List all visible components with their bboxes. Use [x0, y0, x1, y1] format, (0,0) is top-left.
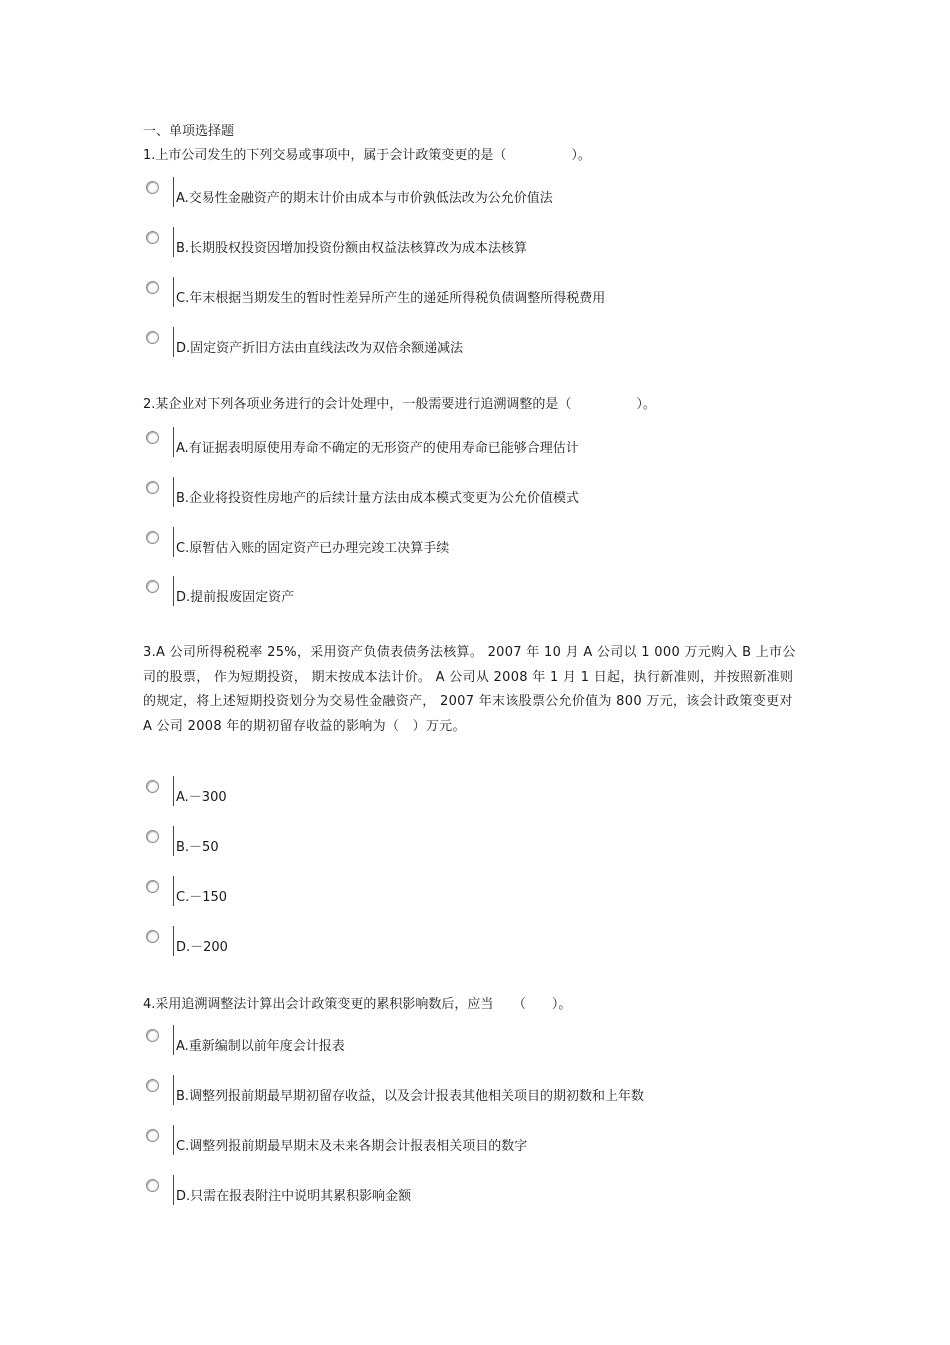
radio-button-icon[interactable] [146, 780, 159, 793]
radio-button-icon[interactable] [146, 1079, 159, 1092]
option-label: B.－50 [176, 840, 219, 855]
divider [173, 1125, 174, 1155]
question-3 [143, 641, 805, 739]
radio-button-icon[interactable] [146, 880, 159, 893]
divider [173, 277, 174, 307]
option-2c[interactable] [146, 527, 786, 561]
radio-button-icon[interactable] [146, 331, 159, 344]
divider [173, 427, 174, 457]
option-2d[interactable] [146, 576, 786, 610]
divider [173, 826, 174, 856]
radio-button-icon[interactable] [146, 830, 159, 843]
option-1b[interactable] [146, 227, 786, 261]
radio-button-icon[interactable] [146, 531, 159, 544]
option-2b[interactable] [146, 477, 786, 511]
question-2 [143, 395, 805, 414]
radio-button-icon[interactable] [146, 1129, 159, 1142]
radio-button-icon[interactable] [146, 181, 159, 194]
section-title: 一、单项选择题 [143, 124, 235, 139]
option-label: A.－300 [176, 790, 227, 805]
divider [173, 926, 174, 956]
radio-button-icon[interactable] [146, 431, 159, 444]
option-4d[interactable] [146, 1175, 786, 1209]
option-3a[interactable] [146, 776, 786, 810]
option-1d[interactable] [146, 327, 786, 361]
option-label: B.长期股权投资因增加投资份额由权益法核算改为成本法核算 [176, 241, 528, 256]
option-4b[interactable] [146, 1075, 786, 1109]
divider [173, 477, 174, 507]
divider [173, 527, 174, 557]
option-label: C.年末根据当期发生的暂时性差异所产生的递延所得税负债调整所得税费用 [176, 291, 606, 306]
divider [173, 576, 174, 606]
divider [173, 227, 174, 257]
divider [173, 776, 174, 806]
option-label: C.－150 [176, 890, 228, 905]
option-3b[interactable] [146, 826, 786, 860]
radio-button-icon[interactable] [146, 231, 159, 244]
radio-button-icon[interactable] [146, 481, 159, 494]
option-label: A.重新编制以前年度会计报表 [176, 1039, 345, 1054]
option-1a[interactable] [146, 177, 786, 211]
question-text: 4.采用追溯调整法计算出会计政策变更的累积影响数后，应当 （ ）。 [143, 997, 572, 1012]
option-label: A.有证据表明原使用寿命不确定的无形资产的使用寿命已能够合理估计 [176, 441, 579, 456]
divider [173, 177, 174, 207]
option-3d[interactable] [146, 926, 786, 960]
question-text: 2.某企业对下列各项业务进行的会计处理中，一般需要进行追溯调整的是（ ）。 [143, 397, 656, 412]
option-label: D.固定资产折旧方法由直线法改为双倍余额递减法 [176, 341, 464, 356]
radio-button-icon[interactable] [146, 1029, 159, 1042]
divider [173, 327, 174, 357]
radio-button-icon[interactable] [146, 580, 159, 593]
option-label: D.只需在报表附注中说明其累积影响金额 [176, 1189, 412, 1204]
option-label: C.调整列报前期最早期末及未来各期会计报表相关项目的数字 [176, 1139, 528, 1154]
radio-button-icon[interactable] [146, 281, 159, 294]
question-text: 1.上市公司发生的下列交易或事项中，属于会计政策变更的是（ ）。 [143, 148, 591, 163]
option-2a[interactable] [146, 427, 786, 461]
question-text: 3.A 公司所得税税率 25%，采用资产负债表债务法核算。 2007 年 10 月 A 公司以 1 000 万元购入 B 上市公司的股票， 作为短期投资， 期末按成本法计价。 A 公司从 2008 年 1 月 1 日起，执行新准则，并按照新准则的规定，将上述短期投资划分为交易性金融资产， 2007 年末该股票公允价值为 800 万元，该会计政策变更对 A 公司 2008 年的期初留存收益的影响为（ ）万元。 [143, 645, 796, 734]
divider [173, 1175, 174, 1205]
option-label: B.企业将投资性房地产的后续计量方法由成本模式变更为公允价值模式 [176, 491, 580, 506]
divider [173, 876, 174, 906]
option-4c[interactable] [146, 1125, 786, 1159]
question-1 [143, 146, 805, 165]
option-4a[interactable] [146, 1025, 786, 1059]
radio-button-icon[interactable] [146, 930, 159, 943]
option-1c[interactable] [146, 277, 786, 311]
option-3c[interactable] [146, 876, 786, 910]
divider [173, 1025, 174, 1055]
divider [173, 1075, 174, 1105]
option-label: D.提前报废固定资产 [176, 590, 295, 605]
option-label: C.原暂估入账的固定资产已办理完竣工决算手续 [176, 541, 450, 556]
option-label: D.－200 [176, 940, 228, 955]
question-4 [143, 995, 805, 1014]
option-label: B.调整列报前期最早期初留存收益，以及会计报表其他相关项目的期初数和上年数 [176, 1089, 645, 1104]
option-label: A.交易性金融资产的期末计价由成本与市价孰低法改为公允价值法 [176, 191, 553, 206]
radio-button-icon[interactable] [146, 1179, 159, 1192]
